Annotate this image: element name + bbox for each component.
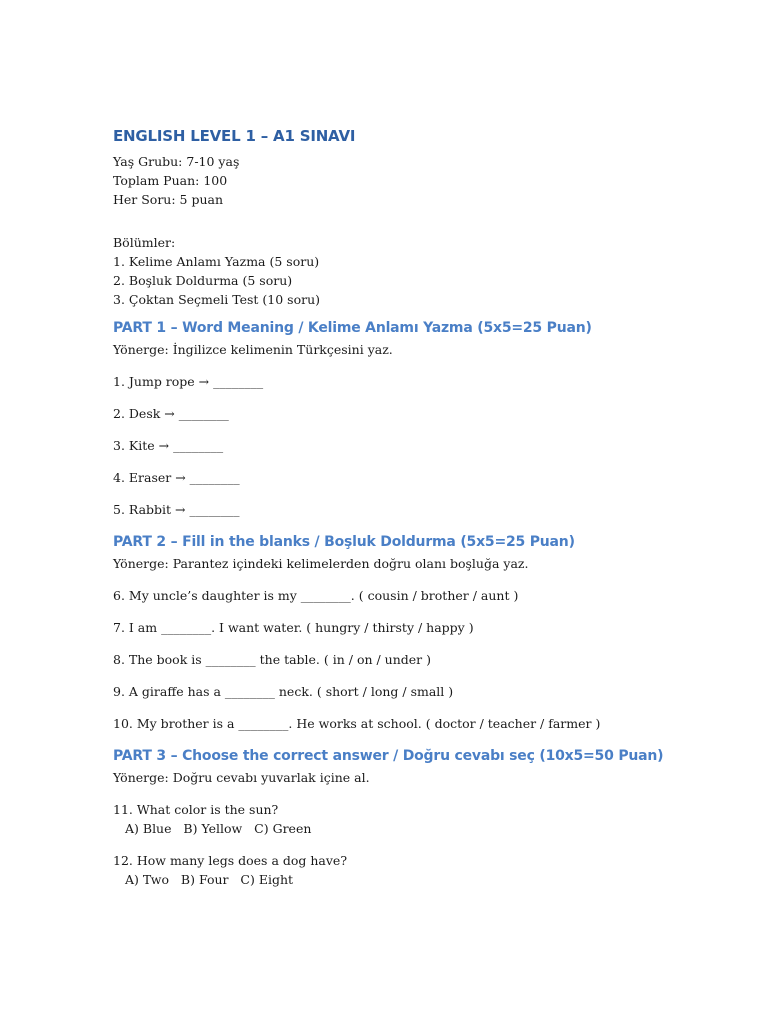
part1-question: 5. Rabbit → ________ (113, 502, 240, 517)
part2-question: 6. My uncle’s daughter is my ________. ( cousin / brother / aunt ) (113, 588, 519, 603)
part3-question: 12. How many legs does a dog have? (113, 853, 348, 868)
answer-options: A) Two B) Four C) Eight (125, 872, 294, 887)
part2-instruction: Yönerge: Parantez içindeki kelimelerden doğru olanı boşluğa yaz. (113, 556, 529, 571)
part1-title: PART 1 – Word Meaning / Kelime Anlamı Yazma (5x5=25 Puan) (113, 320, 592, 336)
part3-question-block (113, 800, 673, 838)
section-overview-item: 2. Boşluk Doldurma (5 soru) (113, 273, 293, 288)
part3-question-block (113, 851, 673, 889)
answer-options: A) Blue B) Yellow C) Green (125, 821, 312, 836)
exam-meta (113, 152, 673, 209)
part2-question: 8. The book is ________ the table. ( in / on / under ) (113, 652, 431, 667)
age-group: Yaş Grubu: 7-10 yaş (113, 154, 240, 169)
exam-title: ENGLISH LEVEL 1 – A1 SINAVI (113, 127, 356, 145)
part2-question: 7. I am ________. I want water. ( hungry / thirsty / happy ) (113, 620, 474, 635)
part3-instruction: Yönerge: Doğru cevabı yuvarlak içine al. (113, 770, 370, 785)
part3-title: PART 3 – Choose the correct answer / Doğru cevabı seç (10x5=50 Puan) (113, 748, 664, 764)
part1-question: 3. Kite → ________ (113, 438, 224, 453)
total-points: Toplam Puan: 100 (113, 173, 228, 188)
sections-overview (113, 233, 673, 309)
part3-question: 11. What color is the sun? (113, 802, 279, 817)
sections-heading: Bölümler: (113, 235, 176, 250)
points-per-question: Her Soru: 5 puan (113, 192, 224, 207)
part1-question: 1. Jump rope → ________ (113, 374, 264, 389)
part2-question: 10. My brother is a ________. He works at school. ( doctor / teacher / farmer ) (113, 716, 601, 731)
exam-page (113, 126, 673, 889)
part2-question: 9. A giraffe has a ________ neck. ( short / long / small ) (113, 684, 454, 699)
part1-instruction: Yönerge: İngilizce kelimenin Türkçesini yaz. (113, 342, 393, 357)
part1-question: 4. Eraser → ________ (113, 470, 240, 485)
part1-question: 2. Desk → ________ (113, 406, 229, 421)
part2-title: PART 2 – Fill in the blanks / Boşluk Doldurma (5x5=25 Puan) (113, 534, 575, 550)
section-overview-item: 3. Çoktan Seçmeli Test (10 soru) (113, 292, 321, 307)
section-overview-item: 1. Kelime Anlamı Yazma (5 soru) (113, 254, 320, 269)
